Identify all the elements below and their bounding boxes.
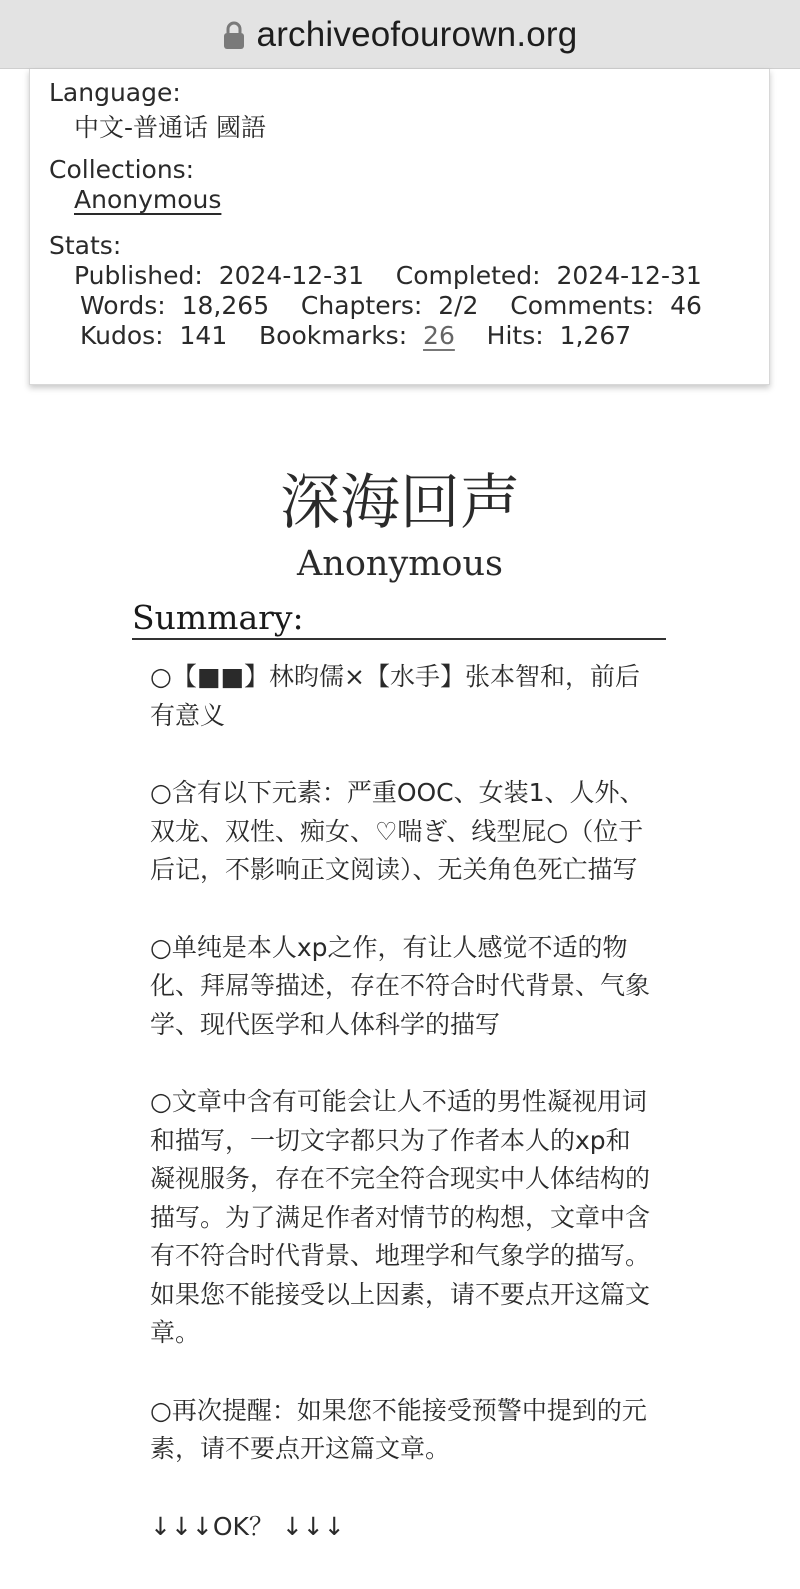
comments-value: 46 — [670, 291, 702, 320]
work-title: 深海回声 — [280, 468, 520, 538]
kudos-label: Kudos: — [80, 321, 164, 350]
kudos-value: 141 — [179, 321, 228, 350]
summary-paragraph: ○单纯是本人xp之作，有让人感觉不适的物化、拜屌等描述，存在不符合时代背景、气象学、现代医学和人体科学的描写 — [150, 932, 651, 1039]
hits-label: Hits: — [486, 321, 544, 350]
language-value: 中文-普通话 國語 — [74, 113, 266, 142]
stats-label: Stats: — [49, 231, 122, 260]
collections-label: Collections: — [49, 155, 195, 184]
summary-paragraph: ↓↓↓OK？ ↓↓↓ — [150, 1511, 345, 1541]
work-meta-box — [29, 69, 770, 385]
chapters-label: Chapters: — [300, 291, 423, 320]
completed-value: 2024-12-31 — [556, 261, 702, 290]
summary-heading: Summary: — [132, 598, 666, 640]
stats-row-engagement — [80, 321, 631, 350]
published-value: 2024-12-31 — [218, 261, 364, 290]
words-label: Words: — [80, 291, 166, 320]
summary-block — [150, 658, 650, 1585]
url-text[interactable]: archiveofourown.org — [256, 15, 578, 54]
words-value: 18,265 — [181, 291, 270, 320]
address-bar[interactable] — [0, 0, 800, 69]
summary-paragraph: ○再次提醒：如果您不能接受预警中提到的元素，请不要点开这篇文章。 — [150, 1395, 647, 1463]
author-link[interactable]: Anonymous — [297, 544, 503, 584]
hits-value: 1,267 — [559, 321, 632, 350]
stats-row-dates — [74, 261, 702, 290]
bookmarks-link[interactable]: 26 — [423, 321, 455, 350]
collection-link[interactable]: Anonymous — [74, 185, 222, 214]
summary-paragraph: ○含有以下元素：严重OOC、女装1、人外、双龙、双性、痴女、♡喘ぎ、线型屁○（位于后记，不影响正文阅读）、无关角色死亡描写 — [150, 778, 645, 884]
comments-label: Comments: — [510, 291, 655, 320]
chapters-value: 2/2 — [438, 291, 479, 320]
published-label: Published: — [74, 261, 203, 290]
lock-icon — [223, 20, 245, 50]
summary-paragraph: ○【■■】林昀儒×【水手】张本智和，前后有意义 — [150, 662, 641, 730]
language-label: Language: — [49, 78, 181, 107]
stats-row-counts — [80, 291, 702, 320]
summary-paragraph: ○文章中含有可能会让人不适的男性凝视用词和描写，一切文字都只为了作者本人的xp和凝视服务，存在不完全符合现实中人体结构的描写。为了满足作者对情节的构想，文章中含有不符合时代背景、地理学和气象学的描写。如果您不能接受以上因素，请不要点开这篇文章。 — [150, 1087, 651, 1347]
completed-label: Completed: — [395, 261, 541, 290]
bookmarks-label: Bookmarks: — [259, 321, 408, 350]
